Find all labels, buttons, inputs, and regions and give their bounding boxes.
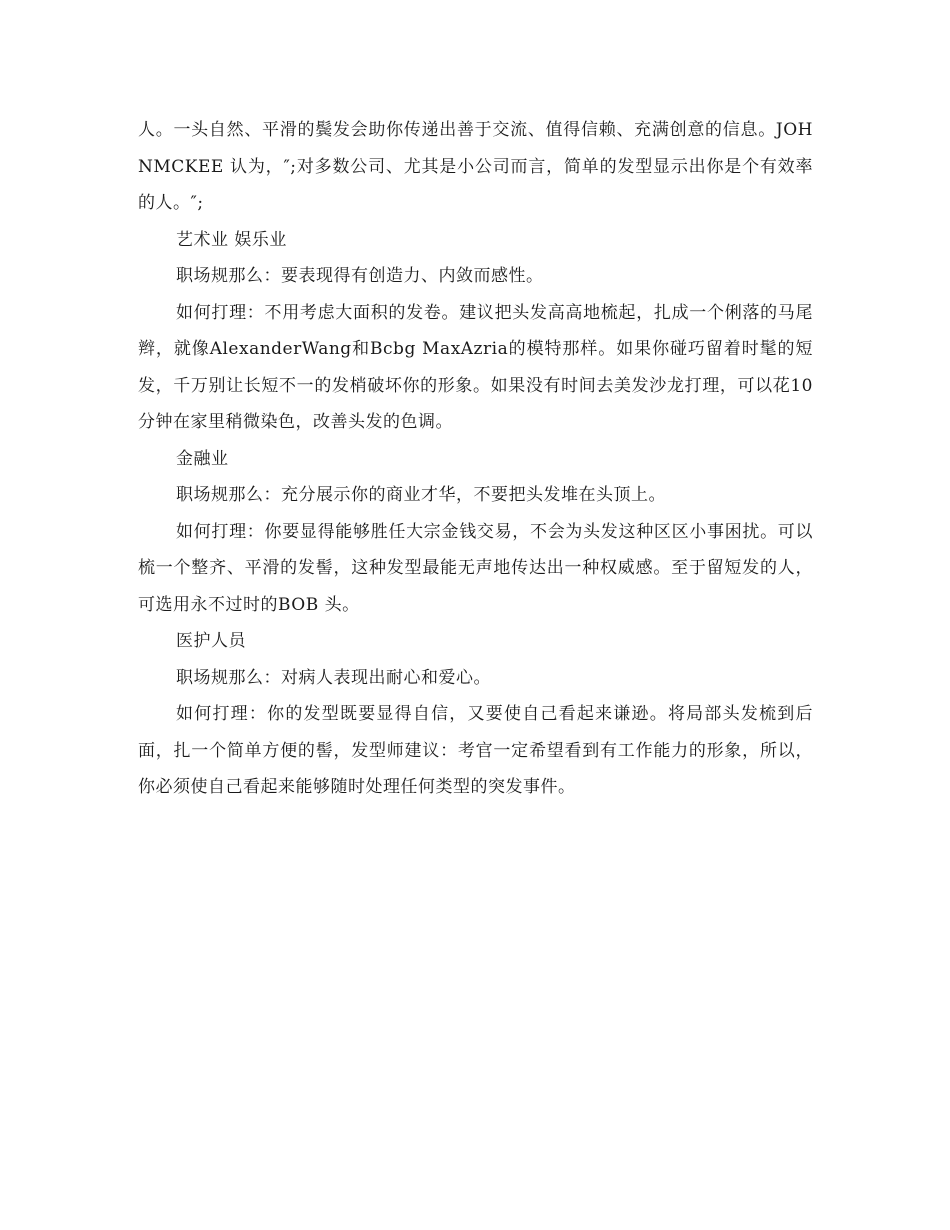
paragraph-finance-rule: 职场规那么：充分展示你的商业才华，不要把头发堆在头顶上。 [176,485,666,505]
paragraph-intro-continuation: 人。一头自然、平滑的鬓发会助你传递出善于交流、值得信赖、充满创意的信息。JOHNMCKEE 认为，″;对多数公司、尤其是小公司而言，简单的发型显示出你是个有效率的人。″; [138,120,813,213]
section-heading-finance: 金融业 [176,448,229,469]
paragraph-arts-rule: 职场规那么：要表现得有创造力、内敛而感性。 [176,266,544,286]
paragraph-arts-styling: 如何打理：不用考虑大面积的发卷。建议把头发高高地梳起，扎成一个俐落的马尾辫，就像AlexanderWang和Bcbg MaxAzria的模特那样。如果你碰巧留着时髦的短发，千万别让长短不一的发梢破坏你的形象。如果没有时间去美发沙龙打理，可以花10分钟在家里稍微染色，改善头发的色调。 [138,302,813,432]
section-heading-medical: 医护人员 [176,631,246,651]
paragraph-medical-styling: 如何打理：你的发型既要显得自信，又要使自己看起来谦逊。将局部头发梳到后面，扎一个简单方便的髻，发型师建议：考官一定希望看到有工作能力的形象，所以，你必须使自己看起来能够随时处理任何类型的突发事件。 [138,704,813,797]
document-body [138,112,813,806]
section-heading-arts-entertainment: 艺术业 娱乐业 [176,229,287,250]
paragraph-finance-styling: 如何打理：你要显得能够胜任大宗金钱交易，不会为头发这种区区小事困扰。可以梳一个整齐、平滑的发髻，这种发型最能无声地传达出一种权威感。至于留短发的人，可选用永不过时的BOB 头。 [138,521,813,615]
paragraph-medical-rule: 职场规那么：对病人表现出耐心和爱心。 [176,667,491,688]
